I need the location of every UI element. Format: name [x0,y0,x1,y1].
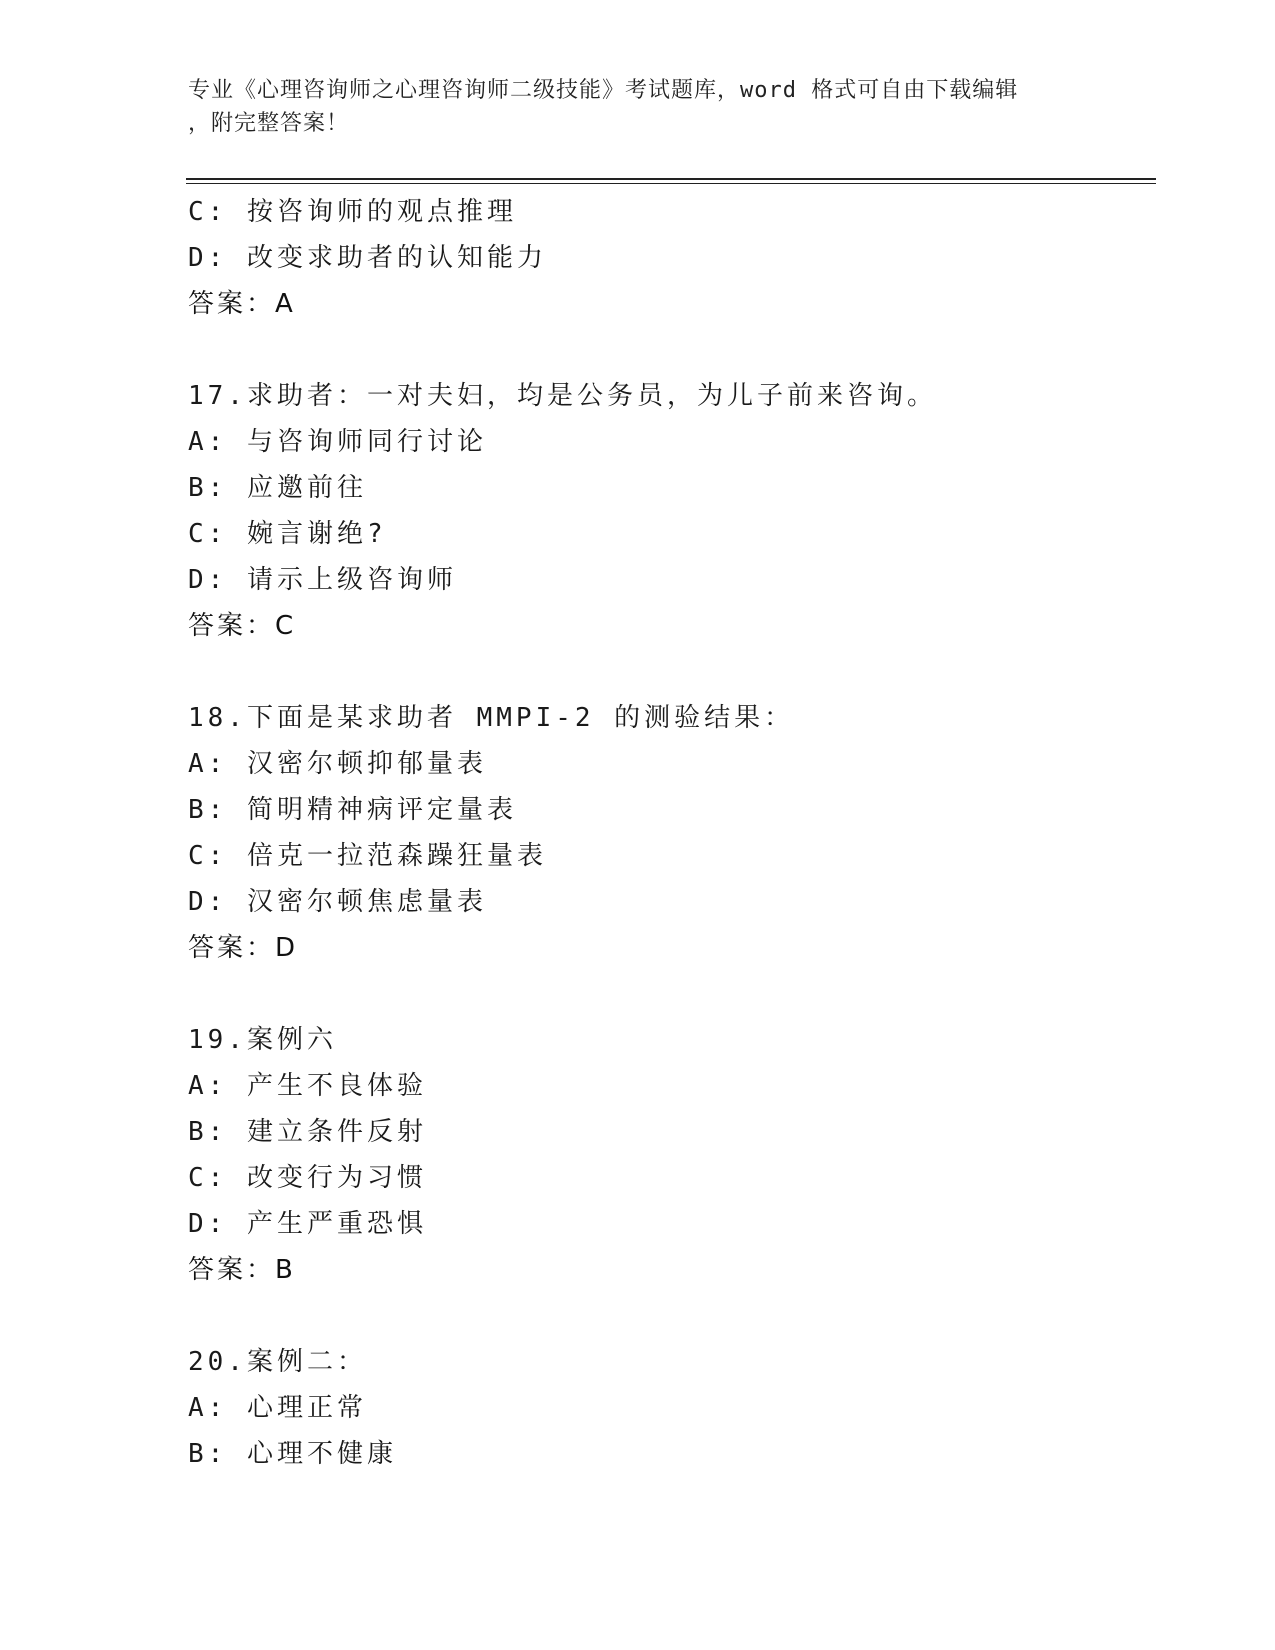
option-a: A: 汉密尔顿抑郁量表 [188,749,487,779]
option-b: B: 应邀前往 [188,473,367,503]
option-d: D: 请示上级咨询师 [188,565,457,595]
header-divider-thick [186,178,1156,180]
answer: 答案：B [188,1255,296,1285]
question-19 [188,1017,1158,1293]
answer: 答案：D [188,933,299,963]
spacer [188,327,1158,373]
option-d: D: 汉密尔顿焦虑量表 [188,887,487,917]
option-c: C: 倍克一拉范森躁狂量表 [188,841,547,871]
question-title: 18.下面是某求助者 MMPI-2 的测验结果： [188,703,795,733]
option-d: D: 产生严重恐惧 [188,1209,427,1239]
question-16-tail [188,189,1158,327]
option-a: A: 心理正常 [188,1393,367,1423]
spacer [188,649,1158,695]
question-20 [188,1339,1158,1477]
question-title: 17.求助者：一对夫妇，均是公务员，为儿子前来咨询。 [188,381,937,411]
answer: 答案：C [188,611,297,641]
option-a: A: 与咨询师同行讨论 [188,427,487,457]
option-a: A: 产生不良体验 [188,1071,427,1101]
option-d: D: 改变求助者的认知能力 [188,243,547,273]
answer: 答案：A [188,289,296,319]
question-18 [188,695,1158,971]
option-c: C: 改变行为习惯 [188,1163,427,1193]
document-header [188,74,1078,140]
option-b: B: 建立条件反射 [188,1117,427,1147]
header-line-2: ，附完整答案！ [188,111,350,136]
header-divider-thin [186,183,1156,184]
spacer [188,971,1158,1017]
question-17 [188,373,1158,649]
question-list [188,189,1158,1477]
option-b: B: 心理不健康 [188,1439,397,1469]
option-c: C: 按咨询师的观点推理 [188,197,517,227]
spacer [188,1293,1158,1339]
option-b: B: 简明精神病评定量表 [188,795,517,825]
header-line-1: 专业《心理咨询师之心理咨询师二级技能》考试题库，word 格式可自由下载编辑 [188,78,1019,103]
question-title: 19.案例六 [188,1025,337,1055]
question-title: 20.案例二： [188,1347,367,1377]
option-c: C: 婉言谢绝? [188,519,387,549]
